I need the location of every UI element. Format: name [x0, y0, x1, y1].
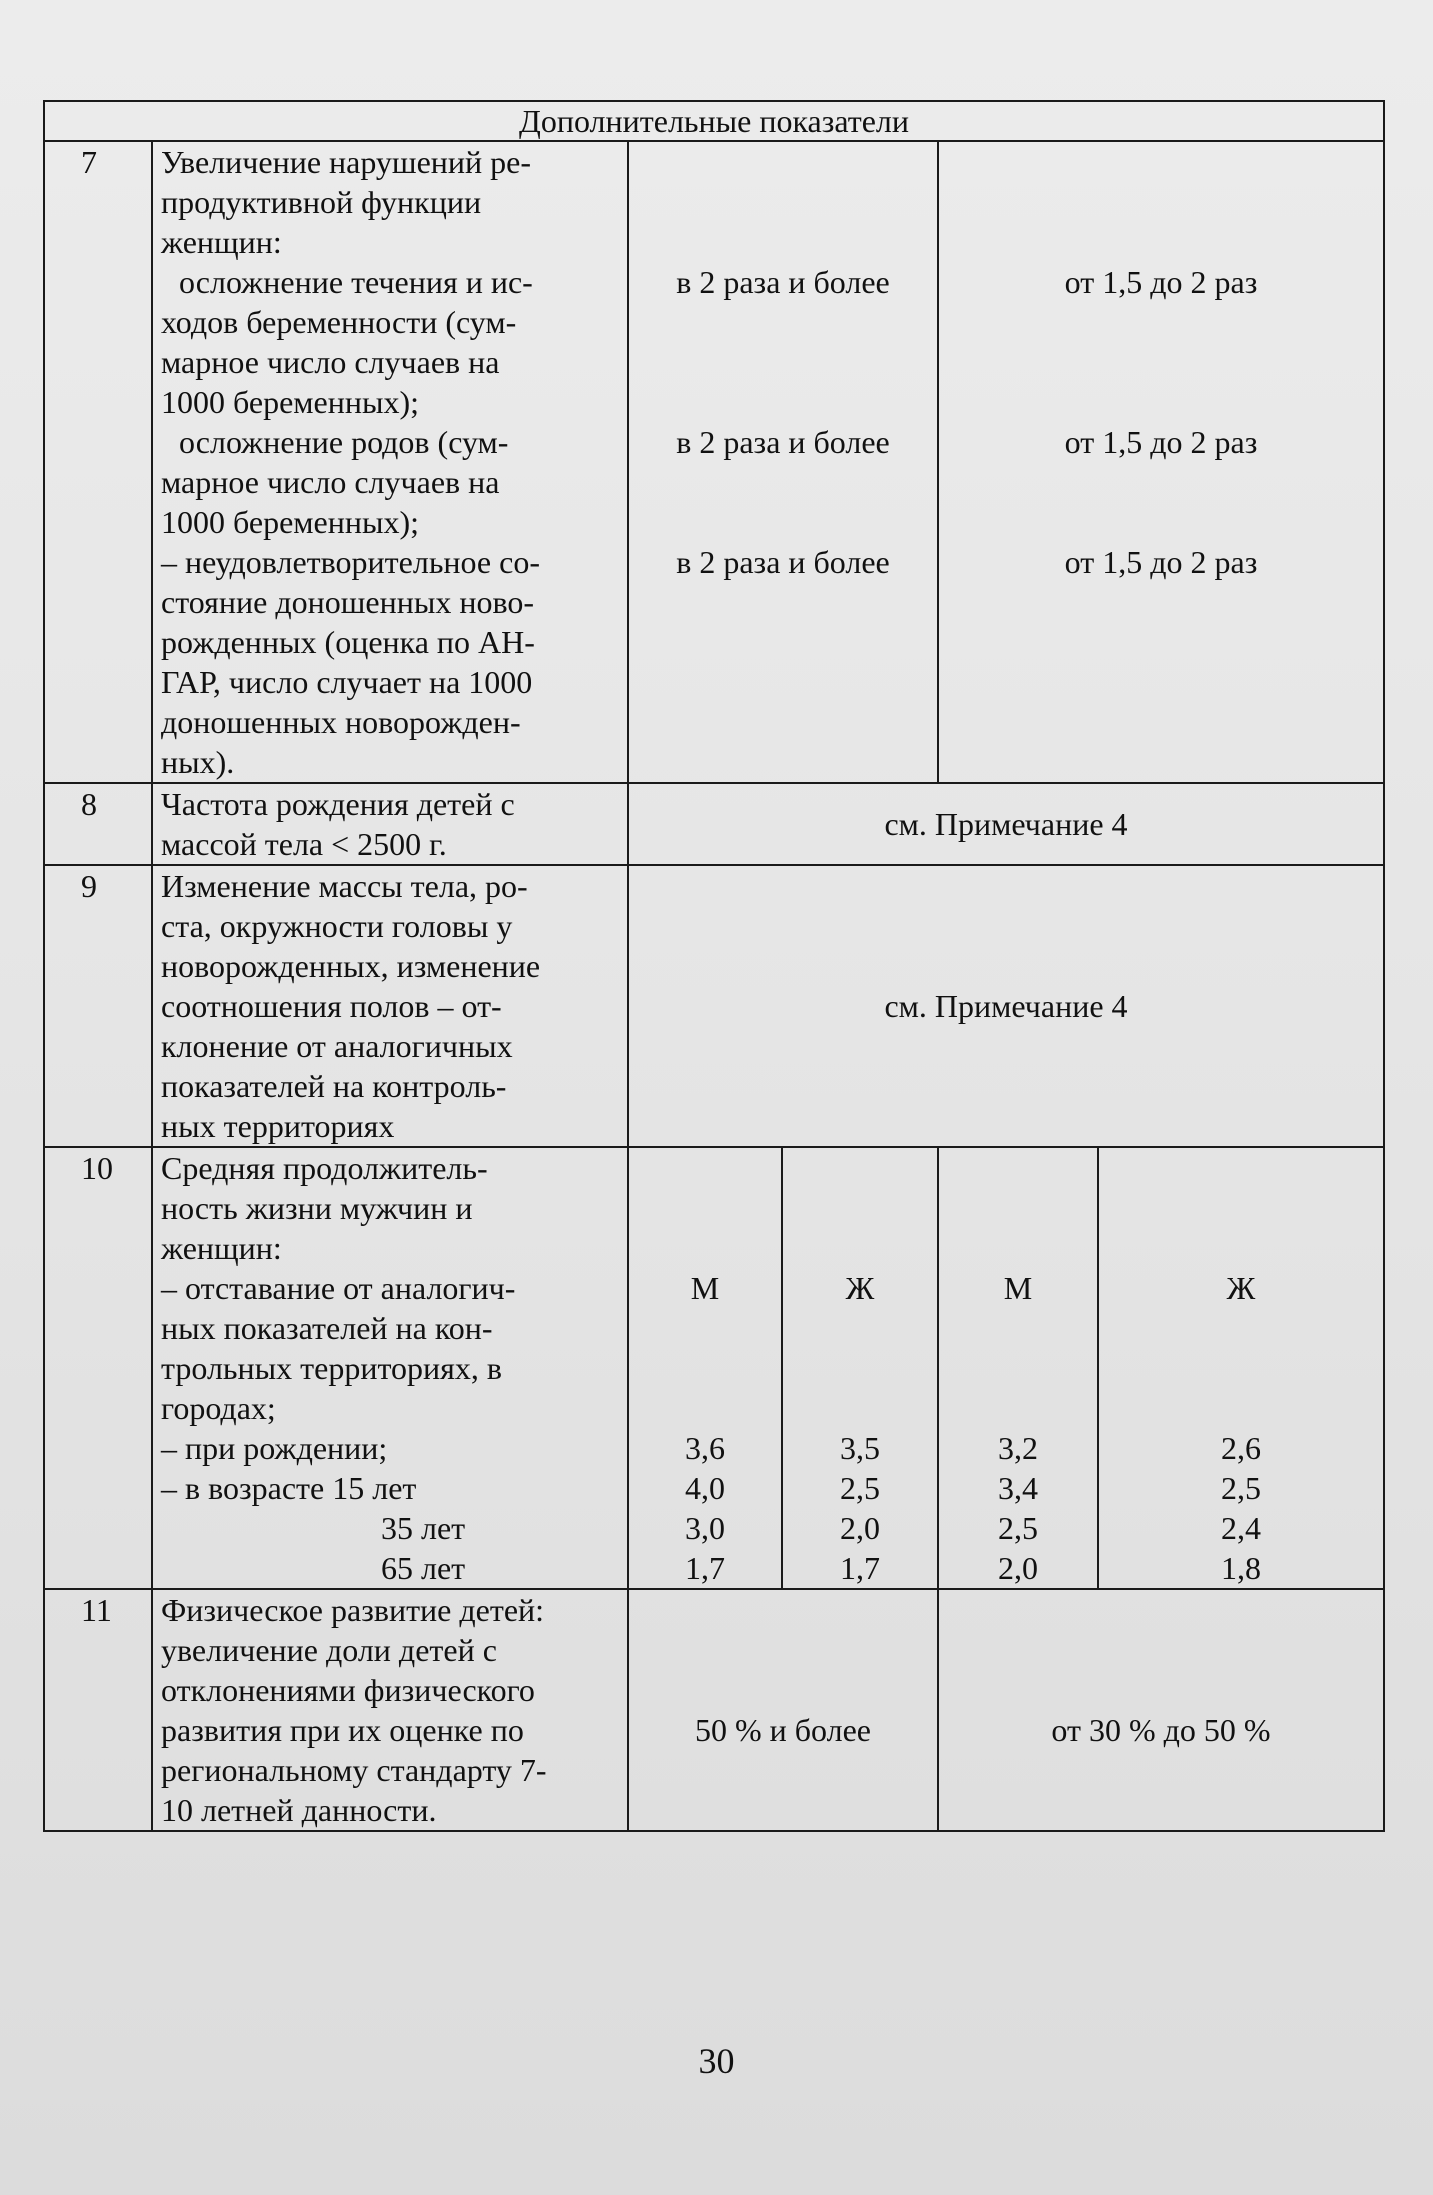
indicators-table [43, 100, 1385, 1832]
indicator-text: Частота рождения детей с массой тела < 2500 г. [152, 783, 628, 865]
female-high: Ж 3,5 2,5 2,0 1,7 [782, 1147, 938, 1589]
row-number: 9 [44, 865, 152, 1147]
indicator-text: Изменение массы тела, ро- ста, окружности головы у новорожденных, изменение соотношения полов – от- клонение от аналогичных показателей на контроль- ных территориях [152, 865, 628, 1147]
male-medium: М 3,2 3,4 2,5 2,0 [938, 1147, 1098, 1589]
male-high: М 3,6 4,0 3,0 1,7 [628, 1147, 782, 1589]
indicator-text: Физическое развитие детей: увеличение доли детей с отклонениями физического развития при их оценке по региональному стандарту 7- 10 летней данности. [152, 1589, 628, 1831]
row-number: 10 [44, 1147, 152, 1589]
medium-zone-values: от 1,5 до 2 раз от 1,5 до 2 раз от 1,5 до 2 раз [938, 141, 1384, 783]
indicator-text: Средняя продолжитель- ность жизни мужчин и женщин: – отставание от аналогич- ных показателей на кон- трольных территориях, в городах; – при рождении; – в возрасте 15 лет 35 лет 65 лет [152, 1147, 628, 1589]
row-number: 8 [44, 783, 152, 865]
row-number: 11 [44, 1589, 152, 1831]
note-reference: см. Примечание 4 [628, 783, 1384, 865]
high-zone-values: 50 % и более [628, 1589, 938, 1831]
page-number: 30 [698, 2041, 735, 2081]
high-zone-values: в 2 раза и более в 2 раза и более в 2 раза и более [628, 141, 938, 783]
table-row [44, 783, 1384, 865]
table-row [44, 141, 1384, 783]
table-row [44, 1147, 1384, 1589]
female-medium: Ж 2,6 2,5 2,4 1,8 [1098, 1147, 1384, 1589]
table-header: Дополнительные показатели [44, 101, 1384, 141]
table-row [44, 1589, 1384, 1831]
note-reference: см. Примечание 4 [628, 865, 1384, 1147]
table-row [44, 865, 1384, 1147]
indicator-text: Увеличение нарушений ре- продуктивной функции женщин: осложнение течения и ис- ходов беременности (сум- марное число случаев на 1000 беременных); осложнение родов (сум- марное число случаев на 1000 беременных); – неудовлетворительное со- стояние доношенных ново- рожденных (оценка по АН- ГАР, число случает на 1000 доношенных новорожден- ных). [152, 141, 628, 783]
medium-zone-values: от 30 % до 50 % [938, 1589, 1384, 1831]
row-number: 7 [44, 141, 152, 783]
